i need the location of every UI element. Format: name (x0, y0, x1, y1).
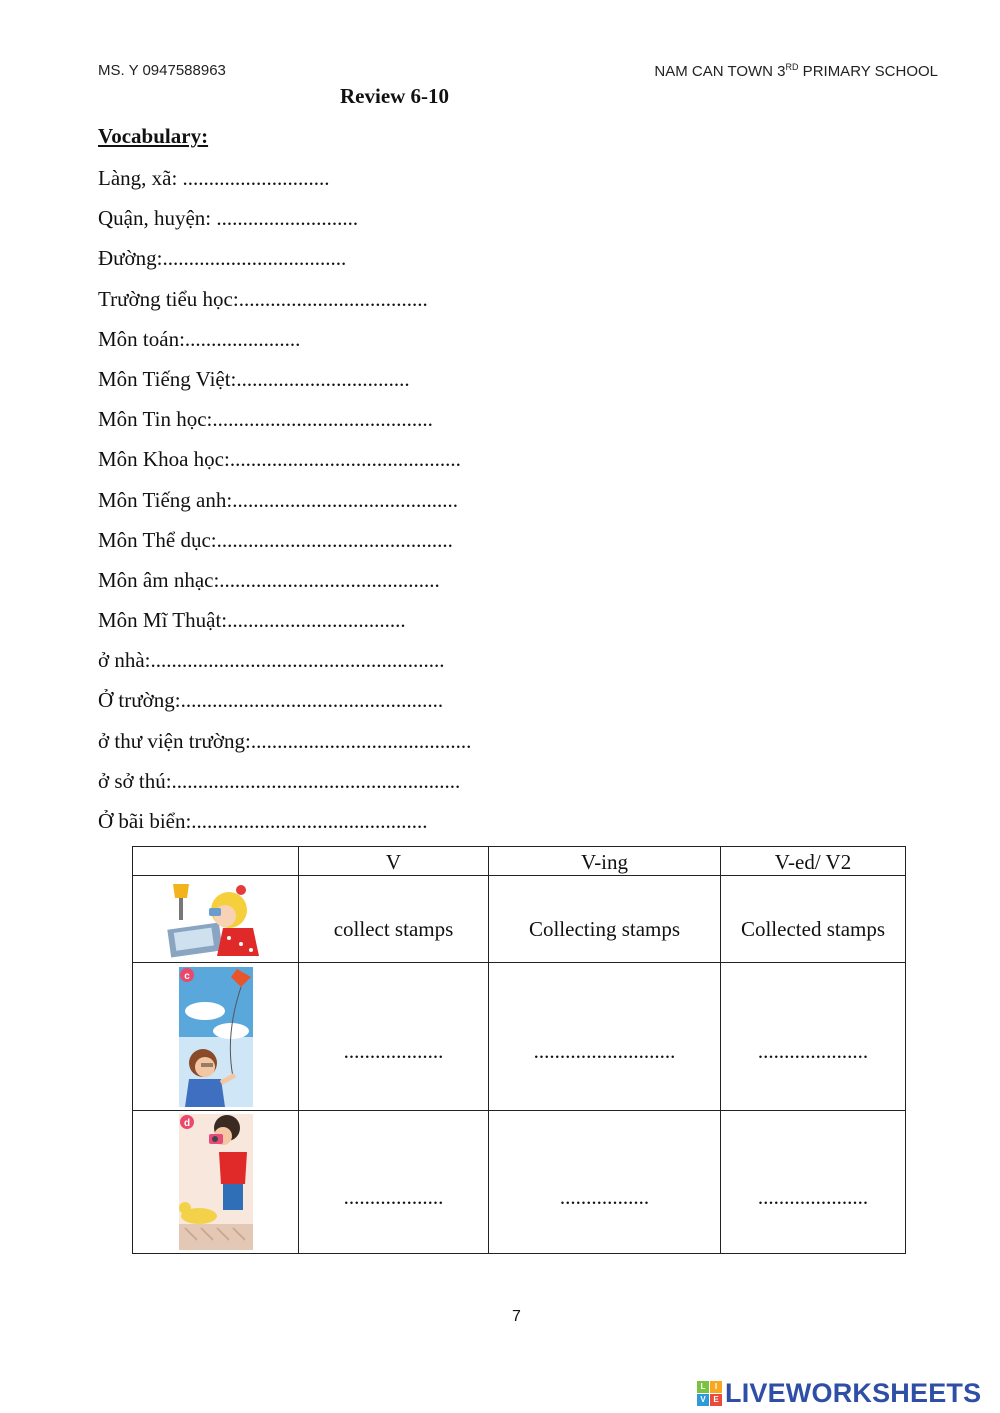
table-row (133, 1111, 906, 1254)
cell-v-ed: Collected stamps (721, 876, 906, 963)
vocab-item: ở thư viện trường:.......................................... (98, 728, 472, 753)
page-title: Review 6-10 (340, 84, 450, 108)
cell-v-ed-blank[interactable]: ..................... (721, 1111, 906, 1254)
vocab-item: Làng, xã: ............................ (98, 166, 330, 190)
girl-taking-photo-image (175, 1112, 257, 1252)
header-teacher-contact: MS. Y 0947588963 (98, 62, 226, 79)
vocab-item: Môn Thể dục:............................................. (98, 527, 453, 552)
vocab-item: Trường tiểu học:.................................... (98, 286, 428, 311)
vocab-item: Môn Mĩ Thuật:.................................. (98, 608, 406, 633)
girl-collecting-stamps-image (167, 880, 265, 958)
table-header-row (133, 847, 906, 876)
vocab-item: ở sở thú:....................................................... (98, 768, 461, 793)
vocabulary-heading: Vocabulary: (98, 124, 209, 148)
vocab-item: Đường:................................... (98, 246, 347, 271)
vocabulary-list (98, 164, 471, 847)
picture-cell (133, 876, 299, 963)
logo-letter: V (697, 1394, 709, 1406)
page-number: 7 (512, 1308, 521, 1325)
vocab-item: Môn âm nhạc:.......................................... (98, 567, 440, 592)
brand-wordmark: LIVEWORKSHEETS (725, 1378, 982, 1408)
school-name-main: NAM CAN TOWN 3 (654, 63, 786, 80)
picture-cell (133, 1111, 299, 1254)
logo-letter: L (697, 1381, 709, 1393)
picture-badge-d: d (183, 1118, 190, 1129)
logo-letter: I (710, 1381, 722, 1393)
picture-badge-c: c (183, 970, 190, 982)
liveworksheets-brand[interactable] (697, 1378, 981, 1409)
header-v: V (299, 847, 489, 876)
table-row (133, 876, 906, 963)
cell-v: collect stamps (299, 876, 489, 963)
vocab-item: Môn Tin học:.......................................... (98, 407, 433, 432)
liveworksheets-logo-icon (697, 1381, 722, 1406)
cell-v-ing: Collecting stamps (489, 876, 721, 963)
vocab-item: Môn Tiếng anh:........................................... (98, 487, 458, 512)
school-name-end: PRIMARY SCHOOL (798, 63, 938, 80)
vocab-item: Môn Khoa học:............................................ (98, 447, 461, 472)
vocab-item: Môn Tiếng Việt:................................. (98, 366, 410, 391)
vocab-item: Môn toán:...................... (98, 326, 301, 351)
header-picture (133, 847, 299, 876)
header-school-name (654, 62, 938, 80)
cell-v-blank[interactable]: ................... (299, 1111, 489, 1254)
cell-v-blank[interactable]: ................... (299, 963, 489, 1111)
cell-v-ing-blank[interactable]: ........................... (489, 963, 721, 1111)
cell-v-ing-blank[interactable]: ................. (489, 1111, 721, 1254)
logo-letter: E (710, 1394, 722, 1406)
header-v-ed: V-ed/ V2 (721, 847, 906, 876)
table-row (133, 963, 906, 1111)
school-name-superscript: RD (785, 62, 799, 72)
vocab-item: Ở bãi biển:............................................. (98, 809, 428, 833)
cell-v-ed-blank[interactable]: ..................... (721, 963, 906, 1111)
vocab-item: Quận, huyện: ........................... (98, 206, 359, 231)
vocab-item: Ở trường:.................................................. (98, 688, 444, 713)
boy-flying-kite-image (175, 965, 257, 1109)
vocab-item: ở nhà:........................................................ (98, 648, 445, 673)
picture-cell (133, 963, 299, 1111)
header-v-ing: V-ing (489, 847, 721, 876)
verb-forms-table (132, 846, 906, 1254)
